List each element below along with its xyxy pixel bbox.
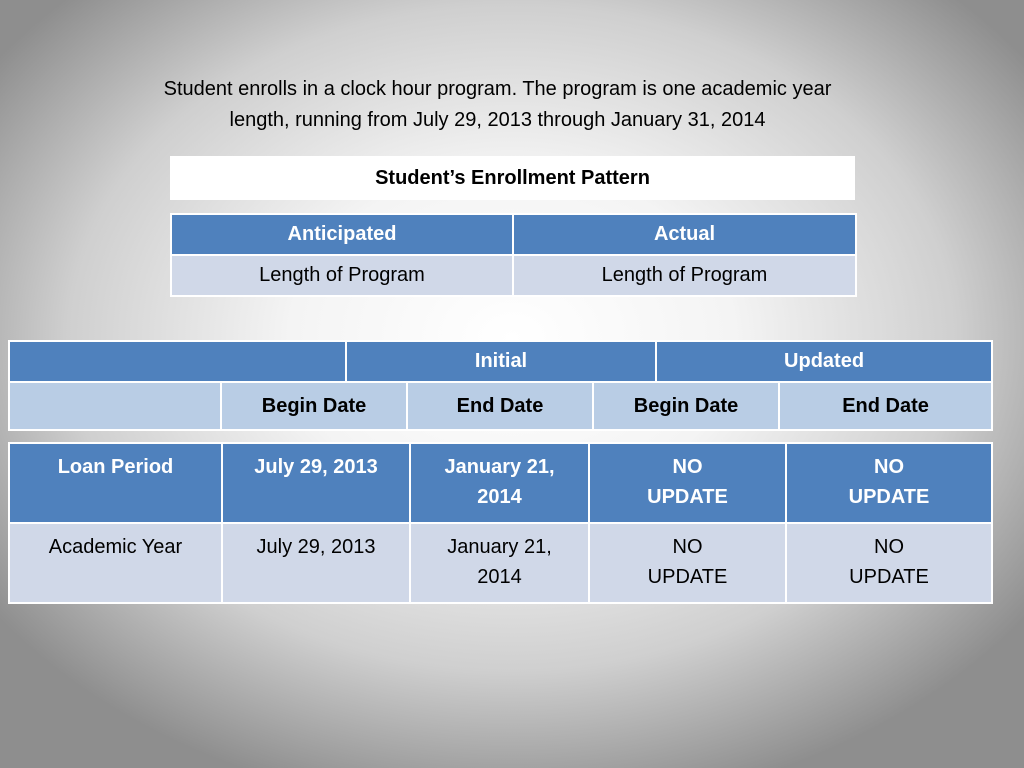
header-blank xyxy=(9,341,346,382)
cell-anticipated-length: Length of Program xyxy=(171,255,513,296)
intro-line-2: length, running from July 29, 2013 through January 31, 2014 xyxy=(229,109,766,131)
cell-line: NO xyxy=(874,536,904,558)
cell-loan-period-begin: July 29, 2013 xyxy=(222,443,410,523)
table-row xyxy=(9,341,992,382)
table-row xyxy=(9,443,992,523)
subheader-blank xyxy=(9,382,221,430)
table-row xyxy=(9,382,992,430)
cell-line: NO xyxy=(672,536,703,558)
intro-line-1: Student enrolls in a clock hour program. The program is one academic year xyxy=(163,78,832,100)
cell-loan-period-updated-begin xyxy=(589,443,786,523)
header-anticipated: Anticipated xyxy=(171,214,513,255)
cell-line: 2014 xyxy=(477,566,522,588)
date-header-table xyxy=(8,340,993,431)
cell-line: January 21, xyxy=(444,456,555,478)
cell-academic-year-updated-begin xyxy=(589,523,786,603)
subheader-updated-end: End Date xyxy=(779,382,992,430)
intro-text xyxy=(80,74,915,136)
subheader-updated-begin: Begin Date xyxy=(593,382,779,430)
header-updated: Updated xyxy=(656,341,992,382)
cell-loan-period-label: Loan Period xyxy=(9,443,222,523)
enrollment-pattern-title: Student’s Enrollment Pattern xyxy=(170,156,855,200)
cell-line: NO xyxy=(874,456,904,478)
header-actual: Actual xyxy=(513,214,856,255)
cell-line: January 21, xyxy=(447,536,552,558)
cell-line: 2014 xyxy=(477,486,522,508)
subheader-initial-begin: Begin Date xyxy=(221,382,407,430)
table-row xyxy=(171,255,856,296)
header-initial: Initial xyxy=(346,341,656,382)
loan-period-table xyxy=(8,442,993,604)
cell-academic-year-updated-end xyxy=(786,523,992,603)
subheader-initial-end: End Date xyxy=(407,382,593,430)
cell-academic-year-label: Academic Year xyxy=(9,523,222,603)
enrollment-pattern-table xyxy=(170,213,857,297)
cell-loan-period-end xyxy=(410,443,589,523)
cell-line: NO xyxy=(672,456,703,478)
table-row xyxy=(9,523,992,603)
cell-line: UPDATE xyxy=(848,486,930,508)
table-row xyxy=(171,214,856,255)
cell-line: UPDATE xyxy=(647,566,728,588)
cell-loan-period-updated-end xyxy=(786,443,992,523)
cell-academic-year-begin: July 29, 2013 xyxy=(222,523,410,603)
cell-actual-length: Length of Program xyxy=(513,255,856,296)
cell-line: UPDATE xyxy=(849,566,929,588)
cell-line: UPDATE xyxy=(647,486,728,508)
cell-academic-year-end xyxy=(410,523,589,603)
